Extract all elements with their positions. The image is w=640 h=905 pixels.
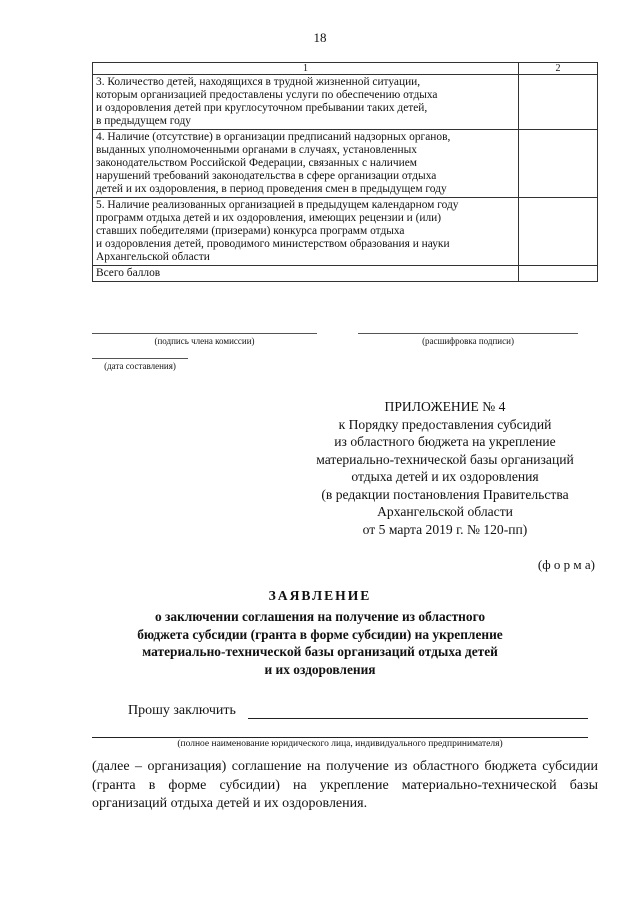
page-number: 18 [313, 30, 327, 45]
date-field [92, 358, 188, 371]
criterion-score [519, 130, 598, 198]
appendix-line: материально-технической базы организаций [316, 451, 574, 467]
appendix-line: отдыха детей и их оздоровления [351, 469, 539, 484]
member-signature-field [92, 333, 317, 346]
appendix-line: к Порядку предоставления субсидий [338, 416, 552, 432]
application-body: (далее – организация) соглашение на получение из областного бюджета субсидии (гранта в форме субсидии) на укрепление материально-технической базы организаций отдыха детей и их оздоровления. [92, 759, 598, 811]
criterion-text: 5. Наличие реализованных организацией в предыдущем календарном году программ отдыха детей и их оздоровления, имеющих рецензии и (или) ставших победителями (призерами) конкурса программ отдыха и оздоровления детей, проводимого министерством образования и науки Архангельской области [93, 198, 519, 266]
criterion-score [519, 75, 598, 130]
table-row [93, 130, 598, 198]
criterion-text: 3. Количество детей, находящихся в трудной жизненной ситуации, которым организацией предоставлены услуги по обеспечению отдыха и оздоровления детей при круглосуточном пребывании таких детей, в предыдущем году [93, 75, 519, 130]
appendix-title: ПРИЛОЖЕНИЕ № 4 [384, 399, 506, 414]
organization-name-caption: (полное наименование юридического лица, индивидуального предпринимателя) [177, 739, 503, 749]
form-label: (ф о р м а) [537, 557, 595, 572]
total-score [519, 266, 598, 282]
date-caption: (дата составления) [92, 358, 188, 371]
table-header-col2: 2 [519, 63, 598, 75]
signature-decoding-field [358, 333, 578, 346]
table-row [93, 198, 598, 266]
appendix-block [300, 398, 590, 538]
criterion-text: 4. Наличие (отсутствие) в организации предписаний надзорных органов, выданных уполномоченными органами в случаях, установленных законодательством Российской Федерации, связанных с наличием нарушений требований законодательства в сфере организации отдыха детей и их оздоровления, в период проведения смен в предыдущем году [93, 130, 519, 198]
appendix-line: из областного бюджета на укрепление [334, 434, 556, 449]
appendix-line: Архангельской области [377, 504, 513, 519]
table-row [93, 75, 598, 130]
criterion-score [519, 198, 598, 266]
table-header-col1: 1 [93, 63, 519, 75]
member-signature-caption: (подпись члена комиссии) [92, 333, 317, 346]
application-subtitle: о заключении соглашения на получение из областного бюджета субсидии (гранта в форме субсидии) на укрепление материально-технической базы организаций отдыха детей и их оздоровления [137, 609, 503, 677]
table-header-row [93, 63, 598, 75]
criteria-table [92, 62, 598, 282]
appendix-line: от 5 марта 2019 г. № 120-пп) [362, 521, 528, 537]
organization-name-field-continuation[interactable] [92, 737, 588, 738]
table-total-row [93, 266, 598, 282]
application-title: ЗАЯВЛЕНИЕ [268, 588, 372, 603]
signature-decoding-caption: (расшифровка подписи) [358, 333, 578, 346]
total-label: Всего баллов [93, 266, 519, 282]
request-label: Прошу заключить [128, 703, 236, 718]
organization-name-field[interactable] [248, 718, 588, 719]
appendix-line: (в редакции постановления Правительства [321, 486, 569, 502]
